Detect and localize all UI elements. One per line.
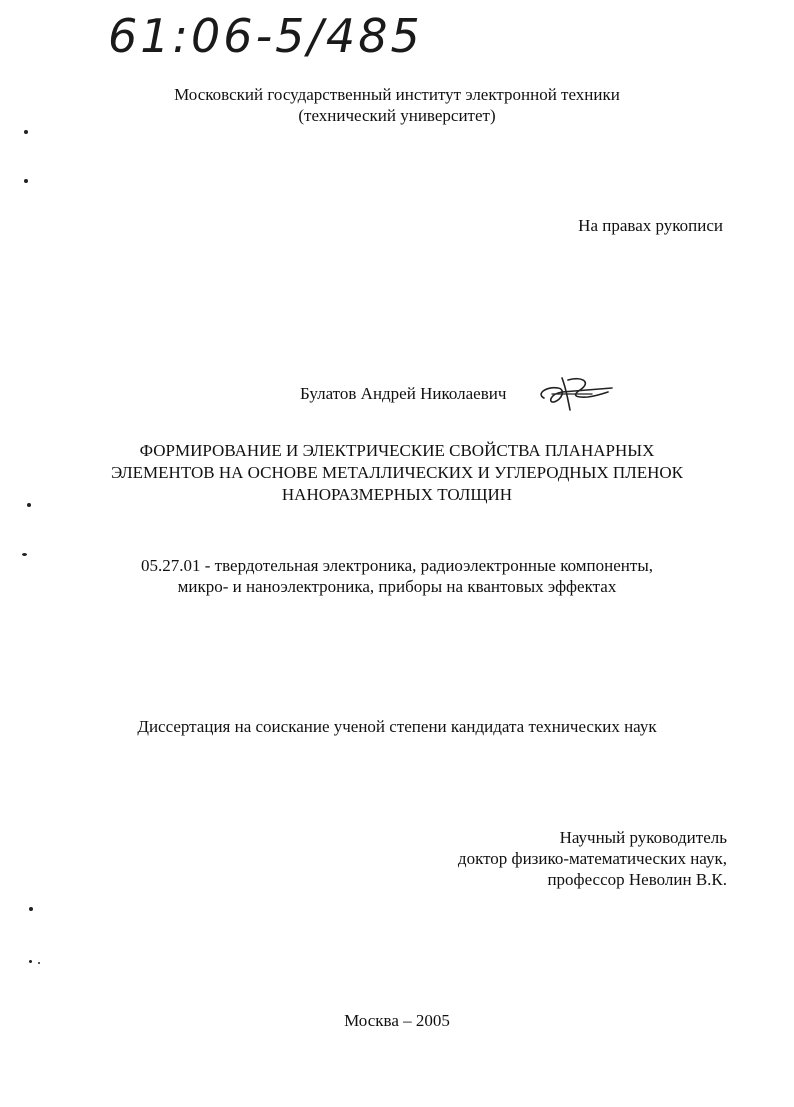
specialty-line: 05.27.01 - твердотельная электроника, радиоэлектронные компоненты, bbox=[141, 556, 653, 575]
archive-code bbox=[108, 2, 448, 64]
institute-header bbox=[0, 84, 794, 126]
supervisor-block bbox=[380, 827, 727, 890]
city-year: Москва – 2005 bbox=[344, 1011, 450, 1030]
title-line: ЭЛЕМЕНТОВ НА ОСНОВЕ МЕТАЛЛИЧЕСКИХ И УГЛЕРОДНЫХ ПЛЕНОК bbox=[110, 463, 683, 482]
supervisor-name: профессор Неволин В.К. bbox=[547, 870, 727, 889]
supervisor-role: Научный руководитель bbox=[559, 828, 727, 847]
degree-statement: Диссертация на соискание ученой степени кандидата технических наук bbox=[137, 717, 657, 736]
supervisor-degree: доктор физико-математических наук, bbox=[457, 849, 727, 868]
specialty bbox=[0, 555, 794, 597]
specialty-line: микро- и наноэлектроника, приборы на квантовых эффектах bbox=[177, 577, 617, 596]
title-line: ФОРМИРОВАНИЕ И ЭЛЕКТРИЧЕСКИЕ СВОЙСТВА ПЛАНАРНЫХ bbox=[139, 441, 655, 460]
scan-speck bbox=[24, 179, 28, 183]
author-name: Булатов Андрей Николаевич bbox=[300, 384, 507, 403]
manuscript-rights: На правах рукописи bbox=[578, 216, 723, 235]
institute-name: Московский государственный институт электронной техники bbox=[174, 85, 620, 104]
scan-speck bbox=[29, 960, 32, 963]
institute-subtitle: (технический университет) bbox=[298, 106, 496, 125]
scan-speck bbox=[24, 130, 28, 134]
archive-code-text: 61:06-5/485 bbox=[108, 9, 423, 63]
scan-speck bbox=[29, 907, 33, 911]
scan-speck bbox=[38, 962, 40, 964]
scan-speck bbox=[27, 503, 31, 507]
scan-speck bbox=[22, 553, 27, 556]
signature bbox=[532, 370, 622, 412]
dissertation-title bbox=[0, 440, 794, 506]
title-line: НАНОРАЗМЕРНЫХ ТОЛЩИН bbox=[281, 485, 513, 504]
